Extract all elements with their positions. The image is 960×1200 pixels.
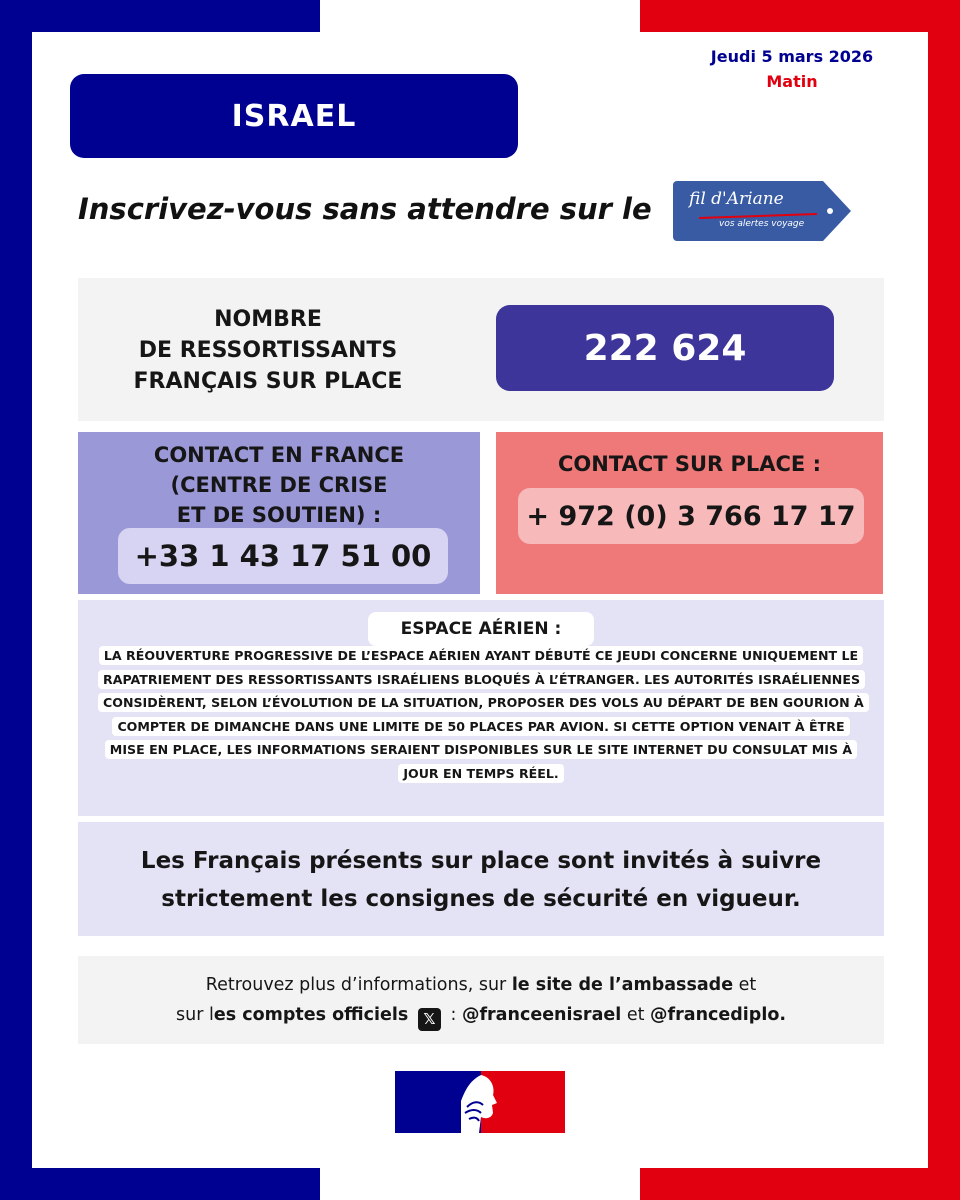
fil-ariane-name: fil d'Ariane: [689, 189, 784, 209]
contact-place-label: CONTACT SUR PLACE :: [558, 452, 821, 476]
advice-text: Les Français présents sur place sont invités à suivre strictement les consignes de sécurité en vigueur.: [140, 848, 822, 912]
marianne-logo: [395, 1071, 565, 1133]
more-info-line-2: sur les comptes officiels 𝕏 : @franceenisrael et @francediplo.: [78, 1000, 884, 1031]
fil-ariane-tagline: vos alertes voyage: [719, 219, 805, 229]
date-text: Jeudi 5 mars 2026: [710, 47, 874, 66]
fil-ariane-logo[interactable]: [673, 181, 851, 241]
tag-hole-icon: [827, 208, 833, 214]
embassy-site-link[interactable]: le site de l’ambassade: [511, 975, 734, 995]
more-info-line-1: Retrouvez plus d’informations, sur le site de l’ambassade et: [205, 975, 757, 995]
contact-france-box: [78, 432, 480, 594]
contact-france-label: CONTACT EN FRANCE (CENTRE DE CRISE ET DE SOUTIEN) :: [153, 443, 405, 527]
airspace-box: [78, 600, 884, 816]
nationals-count: 222 624: [496, 305, 834, 391]
marianne-profile-icon: [461, 1071, 501, 1133]
airspace-title: ESPACE AÉRIEN :: [368, 612, 594, 646]
nationals-label: NOMBRE DE RESSORTISSANTS FRANÇAIS SUR PLACE: [133, 307, 403, 394]
official-accounts-link[interactable]: es comptes officiels: [213, 1005, 409, 1025]
registration-text: Inscrivez-vous sans attendre sur le: [78, 192, 652, 226]
x-logo-icon[interactable]: 𝕏: [418, 1008, 441, 1031]
airspace-text: LA RÉOUVERTURE PROGRESSIVE DE L’ESPACE AÉRIEN AYANT DÉBUTÉ CE JEUDI CONCERNE UNIQUEMENT LE RAPATRIEMENT DES RESSORTISSANTS ISRAÉLIENS BLOQUÉS À L’ÉTRANGER. LES AUTORITÉS ISRAÉLIENNES CONSIDÈRENT, SELON L’ÉVOLUTION DE LA SITUATION, PROPOSER DES VOLS AU DÉPART DE BEN GOURION À COMPTER DE DIMANCHE DANS UNE LIMITE DE 50 PLACES PAR AVION. SI CETTE OPTION VENAIT À ÊTRE MISE EN PLACE, LES INFORMATIONS SERAIENT DISPONIBLES SUR LE SITE INTERNET DU CONSULAT MIS À JOUR EN TEMPS RÉEL.: [98, 646, 869, 783]
more-info-box: [78, 956, 884, 1044]
contact-place-phone[interactable]: + 972 (0) 3 766 17 17: [518, 488, 864, 544]
more-info-text: [78, 970, 884, 1031]
time-of-day-text: Matin: [766, 72, 818, 91]
contact-place-box: [496, 432, 883, 594]
info-card: [32, 32, 928, 1168]
handle-francediplo[interactable]: @francediplo.: [650, 1005, 786, 1025]
contact-france-phone[interactable]: +33 1 43 17 51 00: [118, 528, 448, 584]
airspace-text-block: [98, 644, 864, 785]
date-box: [652, 44, 932, 94]
advice-box: [78, 822, 884, 936]
country-title: ISRAEL: [70, 74, 518, 158]
handle-franceenisrael[interactable]: @franceenisrael: [461, 1005, 622, 1025]
nationals-box: [78, 278, 884, 421]
